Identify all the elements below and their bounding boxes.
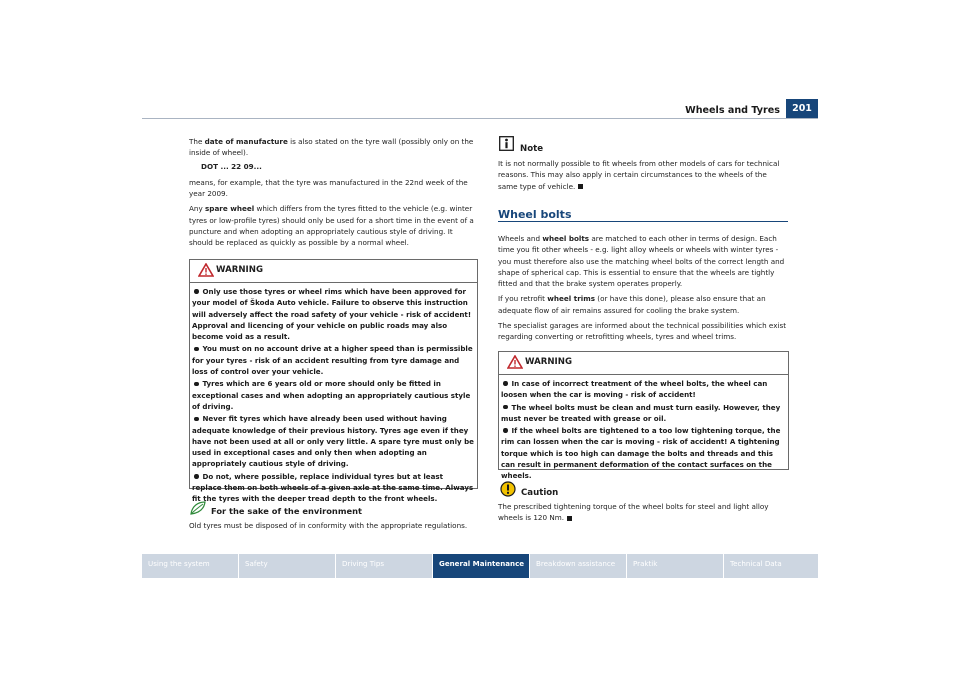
bullet-icon [194, 417, 199, 422]
page-number: 201 [786, 99, 818, 119]
note-block [498, 136, 788, 192]
dot-explanation: means, for example, that the tyre was manufactured in the 22nd week of the year 2009. [189, 177, 468, 199]
environment-leaf-icon [189, 500, 207, 516]
warning-item: Tyres which are 6 years old or more should only be fitted in exceptional cases and when adopting an appropriately cautious style of driving. [192, 379, 471, 411]
warning-header [499, 352, 788, 375]
tab-driving-tips[interactable]: Driving Tips [336, 554, 432, 578]
tyre-warning-box [189, 259, 478, 504]
bullet-icon [194, 382, 199, 387]
dot-code: DOT ... 22 09... [201, 161, 262, 171]
caution-text: The prescribed tightening torque of the wheel bolts for steel and light alloy wheels is 120 Nm. [498, 502, 769, 523]
note-text: It is not normally possible to fit wheels from other models of cars for technical reasons. This may also apply in certain circumstances to the wheels of the same type of vehicle. [498, 159, 780, 191]
tab-technical-data[interactable]: Technical Data [724, 554, 818, 578]
environment-text: Old tyres must be disposed of in conformity with the appropriate regulations. [189, 521, 468, 530]
warning-item: In case of incorrect treatment of the wheel bolts, the wheel can loosen when the car is moving - risk of accident! [501, 379, 768, 400]
warning-header [190, 260, 477, 283]
bullet-icon [503, 405, 508, 410]
caution-block [498, 481, 788, 524]
note-title: Note [520, 144, 544, 154]
wheel-bolts-paragraph: Wheels and wheel bolts are matched to each other in terms of design. Each time you fit other wheels - e.g. light alloy wheels or wheels with winter tyres - you must therefore also use the matching wheel bolts of the correct length and shape of spherical cap. This is essential to ensure that the wheels are tightly fitted and that the brake system operates properly. [498, 234, 785, 289]
environment-note [189, 500, 477, 531]
warning-body [499, 375, 788, 485]
wheel-bolts-body [498, 233, 788, 343]
bullet-icon [194, 289, 199, 294]
header-rule [142, 118, 818, 119]
bullet-icon [503, 381, 508, 386]
section-rule [498, 221, 788, 222]
section-title-wheel-bolts: Wheel bolts [498, 208, 572, 221]
warning-triangle-icon [198, 263, 214, 277]
warning-item: Only use those tyres or wheel rims which have been approved for your model of Škoda Auto vehicle. Failure to observe this instruction will adversely affect the road safety of your vehicle - risk of accident! Approval and licencing of your vehicle on public roads may also become void as a result. [192, 287, 472, 342]
garages-paragraph: The specialist garages are informed about the technical possibilities which exist regarding converting or retrofitting wheels, tyres and wheel trims. [498, 321, 787, 342]
warning-item: Never fit tyres which have already been used without having adequate knowledge of their previous history. Tyres age even if they have not been used at all or only very little. A spare tyre must only be used in exceptional cases and only then when adopting an appropriately cautious style of driving. [192, 414, 474, 469]
warning-item: You must on no account drive at a higher speed than is permissible for your tyres - risk of an accident resulting from tyre damage and loss of control over your vehicle. [192, 344, 473, 377]
tab-praktik[interactable]: Praktik [627, 554, 723, 578]
bullet-icon [194, 347, 199, 352]
warning-item: The wheel bolts must be clean and must turn easily. However, they must never be treated with grease or oil. [501, 402, 781, 423]
warning-item: If the wheel bolts are tightened to a too low tightening torque, the rim can lossen when the car is moving - risk of accident! A tightening torque which is too high can damage the bolts and threads and this can result in permanent deformation of the contact surfaces on the wheels. [501, 426, 781, 481]
caution-title: Caution [521, 488, 559, 498]
caution-icon [500, 481, 516, 497]
tab-breakdown-assistance[interactable]: Breakdown assistance [530, 554, 626, 578]
spare-wheel-paragraph: Any spare wheel which differs from the tyres fitted to the vehicle (e.g. winter tyres or low-profile tyres) should only be used for a short time in the event of a puncture and when adopting an appropriately cautious style of driving. It should be replaced as quickly as possible by a normal wheel. [189, 204, 474, 248]
warning-body [190, 283, 477, 508]
manufacture-date-paragraph: The date of manufacture is also stated on the tyre wall (possibly only on the inside of wheel). [189, 137, 474, 158]
tab-using-the-system[interactable]: Using the system [142, 554, 238, 578]
info-icon [499, 136, 514, 151]
tab-general-maintenance[interactable]: General Maintenance [433, 554, 529, 578]
end-mark-icon [567, 516, 572, 521]
end-mark-icon [578, 184, 583, 189]
warning-triangle-icon [507, 355, 523, 369]
tab-safety[interactable]: Safety [239, 554, 335, 578]
page-header-title: Wheels and Tyres [685, 105, 780, 116]
bullet-icon [194, 474, 199, 479]
left-column [189, 136, 477, 249]
warning-item: Do not, where possible, replace individual tyres but at least replace them on both wheels of a given axle at the same time. Always fit the tyres with the deeper tread depth to the front wheels. [192, 471, 474, 504]
wheel-trims-paragraph: If you retrofit wheel trims (or have this done), please also ensure that an adequate flow of air remains assured for cooling the brake system. [498, 294, 766, 315]
warning-title: WARNING [216, 265, 263, 275]
wheel-bolt-warning-box [498, 351, 789, 481]
environment-title: For the sake of the environment [211, 506, 362, 516]
bullet-icon [503, 428, 508, 433]
warning-title: WARNING [525, 357, 572, 367]
